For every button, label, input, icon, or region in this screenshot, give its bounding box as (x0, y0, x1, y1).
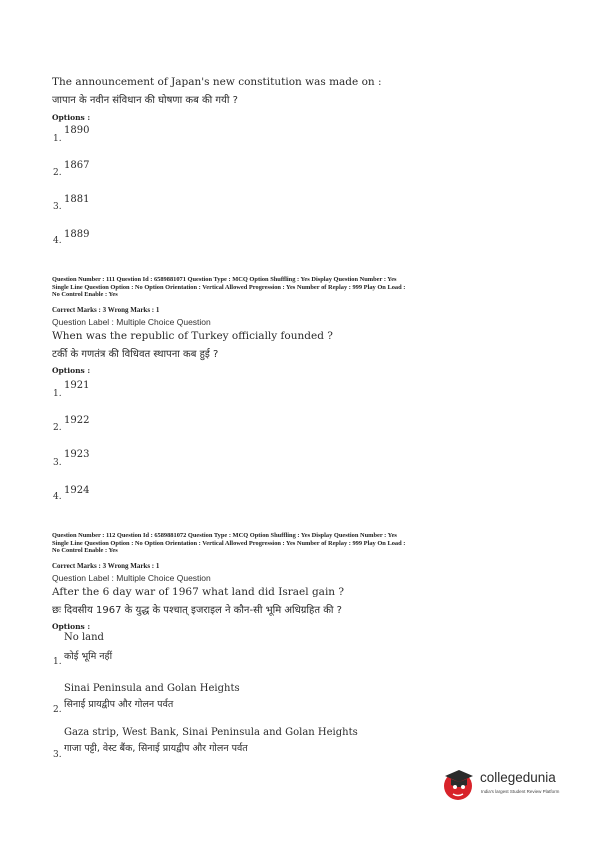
q111-option-3: 1923 (64, 449, 90, 460)
q111-option-4: 1924 (64, 485, 90, 496)
q112-option-3-en: Gaza strip, West Bank, Sinai Peninsula and Golan Heights (64, 727, 358, 738)
logo-wordmark: collegedunia (480, 770, 556, 785)
q111-meta-line1: Question Number : 111 Question Id : 6589881071 Question Type : MCQ Option Shuffling : Yes Display Question Number : Yes (52, 276, 397, 283)
q110-question-hi: जापान के नवीन संविधान की घोषणा कब की गयी ? (52, 95, 238, 106)
q111-marks: Correct Marks : 3 Wrong Marks : 1 (52, 306, 160, 314)
q111-options-label: Options : (52, 366, 91, 375)
q110-question-en: The announcement of Japan's new constitution was made on : (52, 76, 382, 88)
q111-question-en: When was the republic of Turkey officially founded ? (52, 330, 333, 342)
q111-meta-line3: No Control Enable : Yes (52, 291, 118, 299)
q112-option-2-hi: सिनाई प्रायद्वीप और गोलन पर्वत (64, 699, 174, 710)
q112-option-2-en: Sinai Peninsula and Golan Heights (64, 683, 240, 694)
logo-tagline: India's largest Student Review Platform (481, 789, 560, 794)
q112-meta (52, 532, 552, 555)
q112-option-1-en: No land (64, 632, 104, 643)
q112-meta-line2: Single Line Question Option : No Option Orientation : Vertical Allowed Progression : Yes Number of Replay : 999 Play On Load : (52, 539, 406, 547)
q110-option-4: 1889 (64, 229, 90, 240)
q110-option-3: 1881 (64, 194, 90, 205)
q110-option-2: 1867 (64, 160, 90, 171)
q110-option-2-num: 2. (53, 168, 62, 178)
q110-options-label: Options : (52, 113, 91, 122)
q112-question-label: Question Label : Multiple Choice Question (52, 573, 211, 583)
q112-question-hi: छः दिवसीय 1967 के युद्ध के पश्चात् इजराइल ने कौन-सी भूमि अधिग्रहित की ? (52, 605, 342, 616)
q112-option-1-num: 1. (53, 657, 62, 667)
q112-options-label: Options : (52, 622, 91, 631)
q111-meta-line2: Single Line Question Option : No Option Orientation : Vertical Allowed Progression : Yes Number of Replay : 999 Play On Load : (52, 283, 406, 291)
q111-option-1: 1921 (64, 380, 90, 391)
q110-option-3-num: 3. (53, 202, 62, 212)
q112-question-en: After the 6 day war of 1967 what land did Israel gain ? (52, 586, 345, 598)
q112-option-2-num: 2. (53, 705, 62, 715)
q112-option-3-num: 3. (53, 750, 62, 760)
q110-option-1: 1890 (64, 125, 90, 136)
q111-option-1-num: 1. (53, 389, 62, 399)
q111-option-2: 1922 (64, 415, 90, 426)
q111-option-3-num: 3. (53, 458, 62, 468)
q112-marks: Correct Marks : 3 Wrong Marks : 1 (52, 562, 160, 570)
q111-option-2-num: 2. (53, 423, 62, 433)
graduation-cap-icon (444, 770, 473, 800)
q111-question-hi: टर्की के गणतंत्र की विधिवत स्थापना कब हुई ? (52, 349, 219, 360)
q112-option-1-hi: कोई भूमि नहीं (64, 651, 113, 662)
q110-option-1-num: 1. (53, 134, 62, 144)
q112-meta-line3: No Control Enable : Yes (52, 547, 118, 555)
q111-option-4-num: 4. (53, 492, 62, 502)
q110-option-4-num: 4. (53, 236, 62, 246)
q111-meta (52, 276, 552, 299)
q112-meta-line1: Question Number : 112 Question Id : 6589881072 Question Type : MCQ Option Shuffling : Yes Display Question Number : Yes (52, 532, 397, 539)
q111-question-label: Question Label : Multiple Choice Question (52, 317, 211, 327)
q112-option-3-hi: गाजा पट्टी, वेस्ट बैंक, सिनाई प्रायद्वीप और गोलन पर्वत (64, 743, 248, 754)
